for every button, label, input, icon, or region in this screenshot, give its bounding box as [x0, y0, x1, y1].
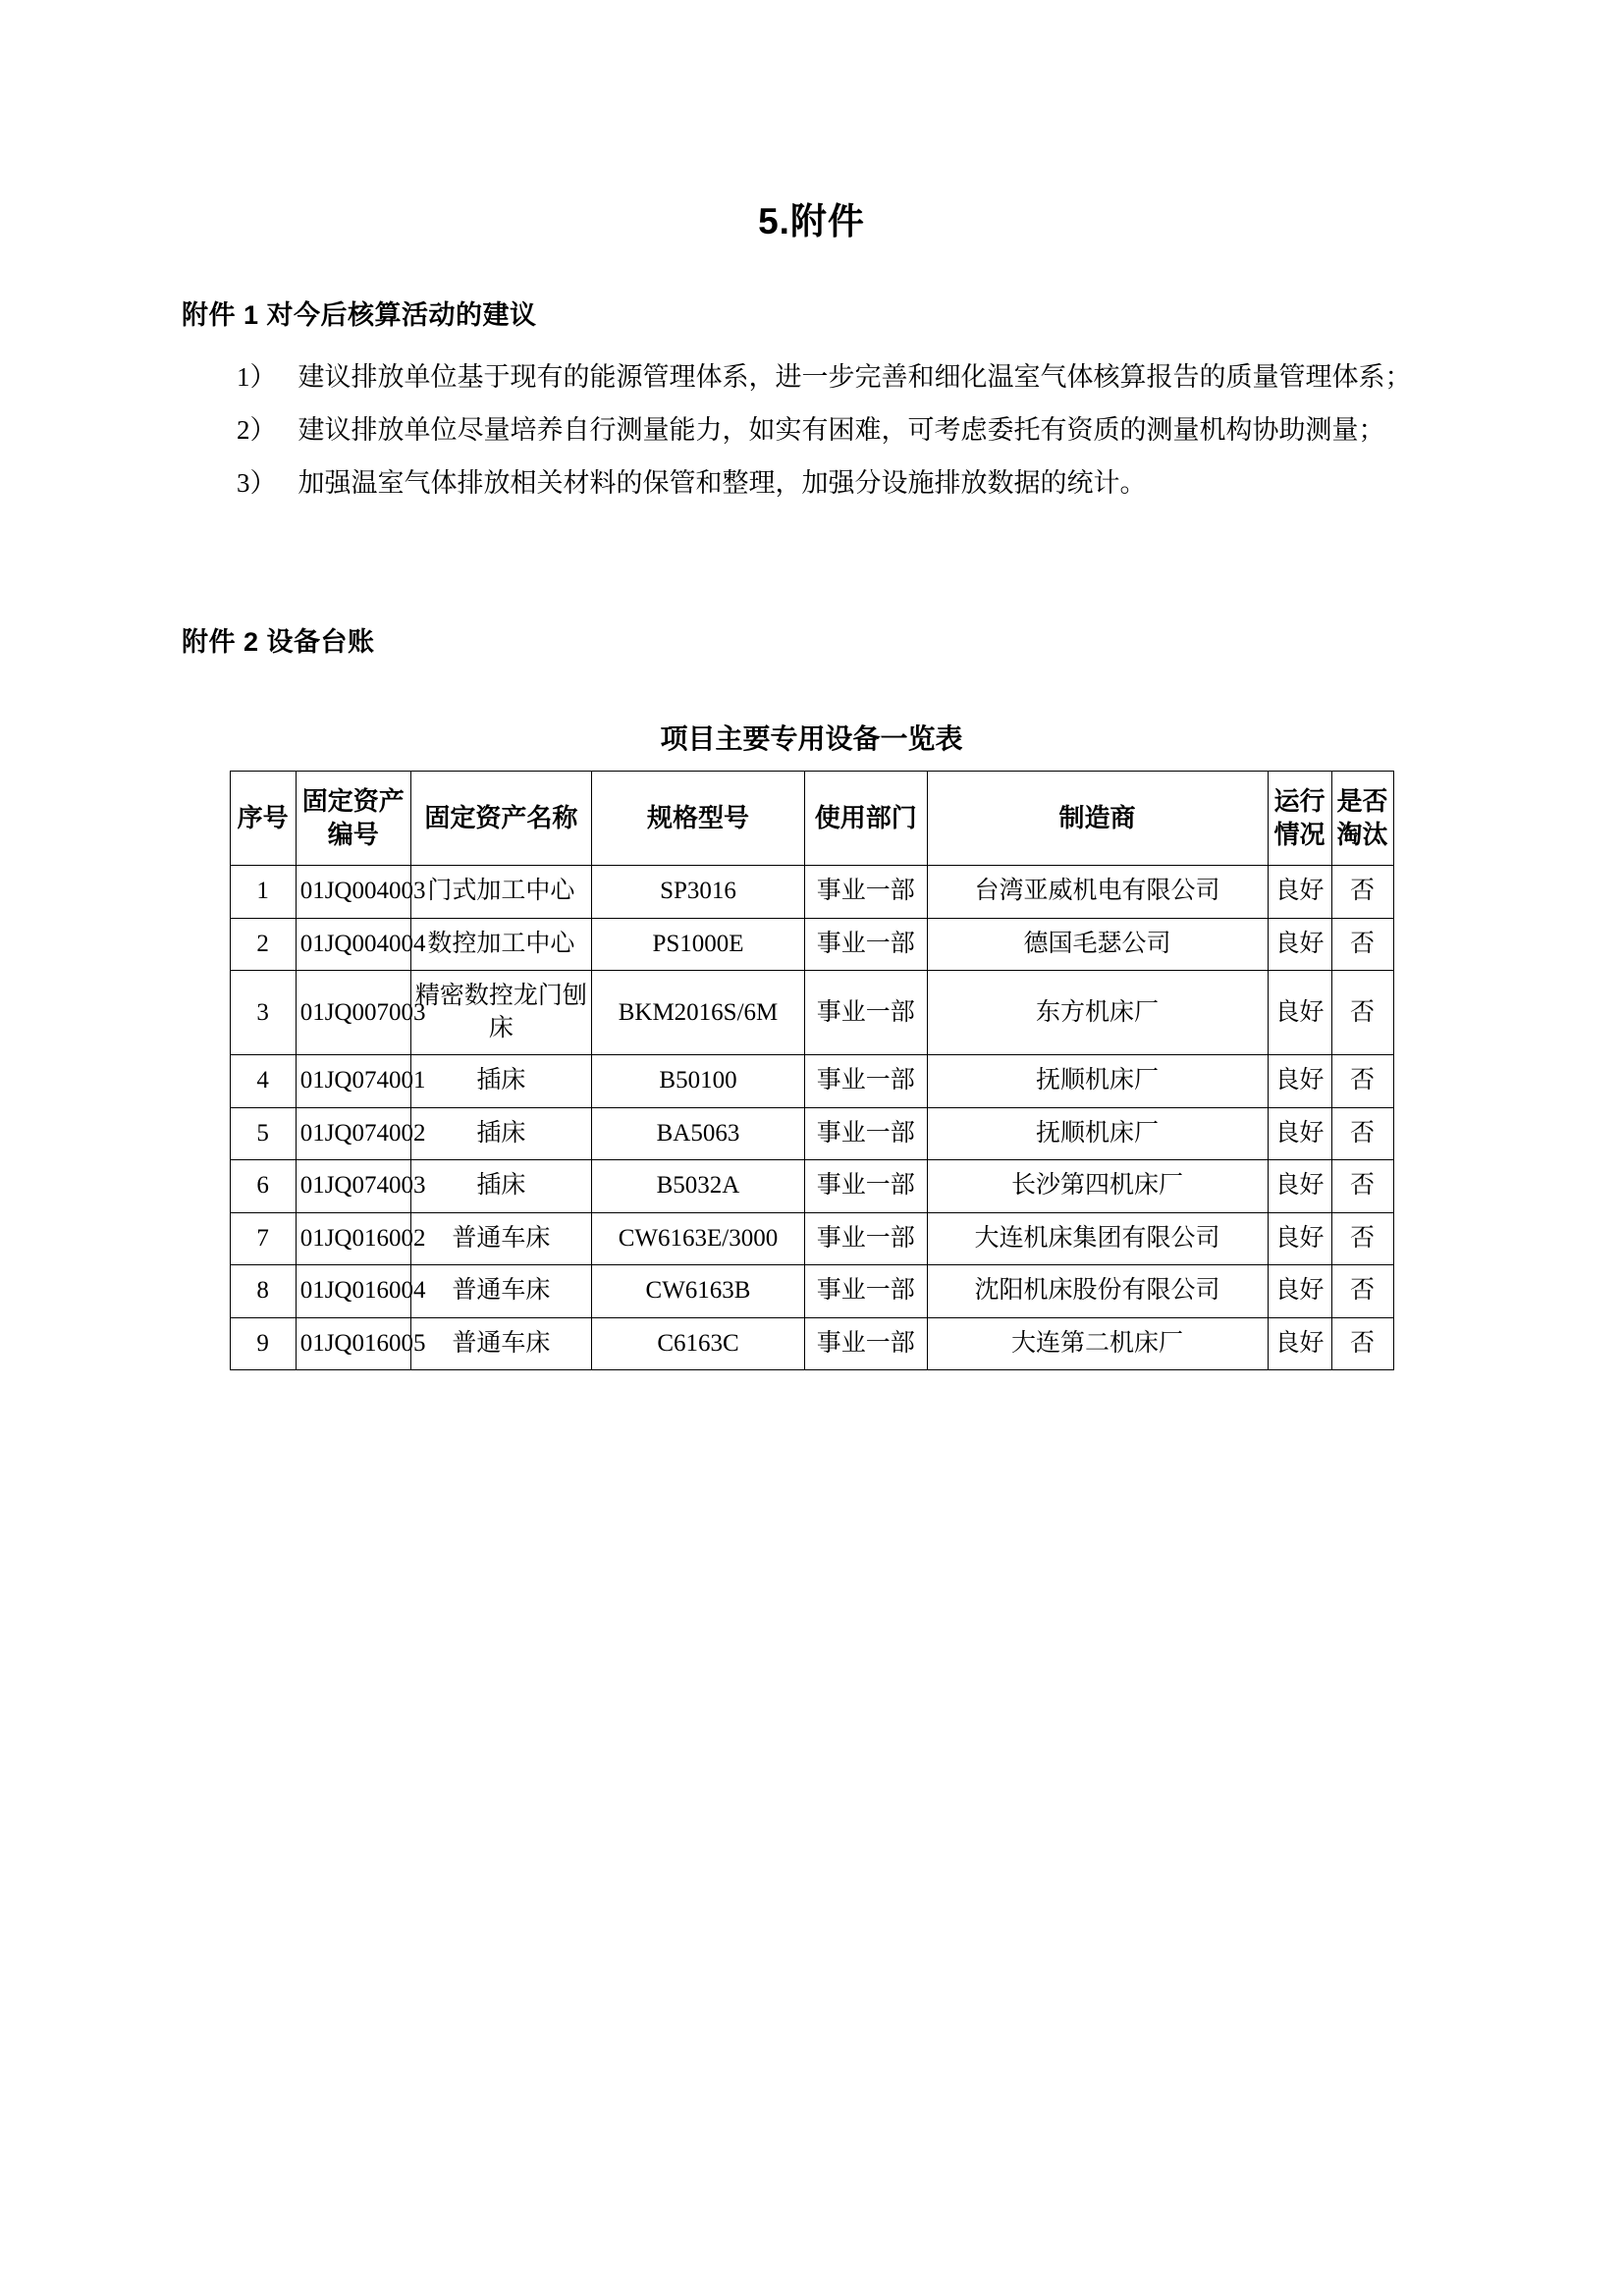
recommendation-text: 加强温室气体排放相关材料的保管和整理，加强分设施排放数据的统计。 [298, 467, 1147, 498]
cell-asset-name: 数控加工中心 [410, 918, 591, 971]
cell-model: BKM2016S/6M [592, 971, 805, 1055]
caption-spacer [182, 680, 1441, 708]
cell-manufacturer: 德国毛瑟公司 [927, 918, 1268, 971]
recommendation-item [182, 406, 1441, 455]
cell-model: CW6163B [592, 1265, 805, 1318]
column-header-status: 运行情况 [1268, 771, 1331, 866]
cell-model: SP3016 [592, 866, 805, 919]
cell-status: 良好 [1268, 918, 1331, 971]
cell-department: 事业一部 [804, 971, 927, 1055]
cell-asset-name: 插床 [410, 1107, 591, 1160]
cell-department: 事业一部 [804, 1055, 927, 1108]
cell-asset-name: 精密数控龙门刨床 [410, 971, 591, 1055]
cell-asset-name: 普通车床 [410, 1265, 591, 1318]
cell-model: C6163C [592, 1317, 805, 1370]
cell-model: CW6163E/3000 [592, 1212, 805, 1265]
table-row [230, 1317, 1393, 1370]
cell-asset-id: 01JQ016004 [296, 1265, 410, 1318]
cell-model: BA5063 [592, 1107, 805, 1160]
section-heading-appendix-1: 附件 1 对今后核算活动的建议 [182, 300, 537, 330]
table-caption: 项目主要专用设备一览表 [660, 722, 963, 754]
cell-index: 5 [230, 1107, 296, 1160]
column-header-department: 使用部门 [804, 771, 927, 866]
section-spacer [182, 512, 1441, 591]
column-header-obsolete: 是否淘汰 [1331, 771, 1393, 866]
recommendation-text: 建议排放单位基于现有的能源管理体系，进一步完善和细化温室气体核算报告的质量管理体系； [298, 362, 1412, 392]
table-row [230, 1107, 1393, 1160]
recommendation-number: 2） [237, 414, 277, 445]
cell-index: 3 [230, 971, 296, 1055]
table-row [230, 1212, 1393, 1265]
cell-asset-id: 01JQ074002 [296, 1107, 410, 1160]
cell-department: 事业一部 [804, 918, 927, 971]
cell-asset-name: 普通车床 [410, 1317, 591, 1370]
recommendation-text: 建议排放单位尽量培养自行测量能力，如实有困难，可考虑委托有资质的测量机构协助测量； [298, 414, 1385, 445]
table-row [230, 1265, 1393, 1318]
recommendation-item [182, 353, 1441, 402]
cell-department: 事业一部 [804, 866, 927, 919]
column-header-asset-name: 固定资产名称 [410, 771, 591, 866]
table-body [230, 866, 1393, 1370]
table-header-row [230, 771, 1393, 866]
table-row [230, 1055, 1393, 1108]
cell-index: 7 [230, 1212, 296, 1265]
section-heading-appendix-2: 附件 2 设备台账 [182, 626, 375, 657]
cell-asset-name: 门式加工中心 [410, 866, 591, 919]
cell-asset-name: 插床 [410, 1055, 591, 1108]
cell-department: 事业一部 [804, 1212, 927, 1265]
cell-asset-id: 01JQ007003 [296, 971, 410, 1055]
table-row [230, 918, 1393, 971]
cell-manufacturer: 东方机床厂 [927, 971, 1268, 1055]
cell-manufacturer: 沈阳机床股份有限公司 [927, 1265, 1268, 1318]
cell-manufacturer: 台湾亚威机电有限公司 [927, 866, 1268, 919]
cell-index: 4 [230, 1055, 296, 1108]
cell-asset-id: 01JQ016005 [296, 1317, 410, 1370]
cell-index: 6 [230, 1160, 296, 1213]
cell-asset-name: 插床 [410, 1160, 591, 1213]
column-header-manufacturer: 制造商 [927, 771, 1268, 866]
cell-index: 9 [230, 1317, 296, 1370]
cell-department: 事业一部 [804, 1317, 927, 1370]
page-title: 5.附件 [758, 201, 865, 241]
cell-index: 2 [230, 918, 296, 971]
table-row [230, 971, 1393, 1055]
cell-model: B5032A [592, 1160, 805, 1213]
cell-department: 事业一部 [804, 1265, 927, 1318]
cell-asset-id: 01JQ074001 [296, 1055, 410, 1108]
cell-model: B50100 [592, 1055, 805, 1108]
cell-model: PS1000E [592, 918, 805, 971]
cell-obsolete: 否 [1331, 1160, 1393, 1213]
cell-manufacturer: 抚顺机床厂 [927, 1107, 1268, 1160]
cell-manufacturer: 抚顺机床厂 [927, 1055, 1268, 1108]
cell-status: 良好 [1268, 1212, 1331, 1265]
cell-asset-id: 01JQ016002 [296, 1212, 410, 1265]
cell-status: 良好 [1268, 1107, 1331, 1160]
cell-obsolete: 否 [1331, 866, 1393, 919]
cell-asset-id: 01JQ004003 [296, 866, 410, 919]
table-row [230, 866, 1393, 919]
cell-index: 8 [230, 1265, 296, 1318]
cell-obsolete: 否 [1331, 1212, 1393, 1265]
cell-asset-id: 01JQ004004 [296, 918, 410, 971]
column-header-asset-id: 固定资产编号 [296, 771, 410, 866]
recommendation-item [182, 459, 1441, 508]
cell-department: 事业一部 [804, 1107, 927, 1160]
cell-status: 良好 [1268, 866, 1331, 919]
recommendation-number: 3） [237, 467, 277, 498]
column-header-model: 规格型号 [592, 771, 805, 866]
cell-status: 良好 [1268, 1055, 1331, 1108]
cell-obsolete: 否 [1331, 1265, 1393, 1318]
equipment-ledger-table [230, 771, 1394, 1371]
cell-status: 良好 [1268, 1160, 1331, 1213]
cell-index: 1 [230, 866, 296, 919]
cell-obsolete: 否 [1331, 1107, 1393, 1160]
column-header-index: 序号 [230, 771, 296, 866]
cell-status: 良好 [1268, 971, 1331, 1055]
recommendation-number: 1） [237, 362, 277, 392]
cell-manufacturer: 长沙第四机床厂 [927, 1160, 1268, 1213]
table-row [230, 1160, 1393, 1213]
cell-manufacturer: 大连第二机床厂 [927, 1317, 1268, 1370]
cell-status: 良好 [1268, 1317, 1331, 1370]
cell-asset-id: 01JQ074003 [296, 1160, 410, 1213]
cell-status: 良好 [1268, 1265, 1331, 1318]
cell-obsolete: 否 [1331, 918, 1393, 971]
cell-obsolete: 否 [1331, 1055, 1393, 1108]
cell-obsolete: 否 [1331, 1317, 1393, 1370]
cell-department: 事业一部 [804, 1160, 927, 1213]
cell-manufacturer: 大连机床集团有限公司 [927, 1212, 1268, 1265]
cell-asset-name: 普通车床 [410, 1212, 591, 1265]
cell-obsolete: 否 [1331, 971, 1393, 1055]
